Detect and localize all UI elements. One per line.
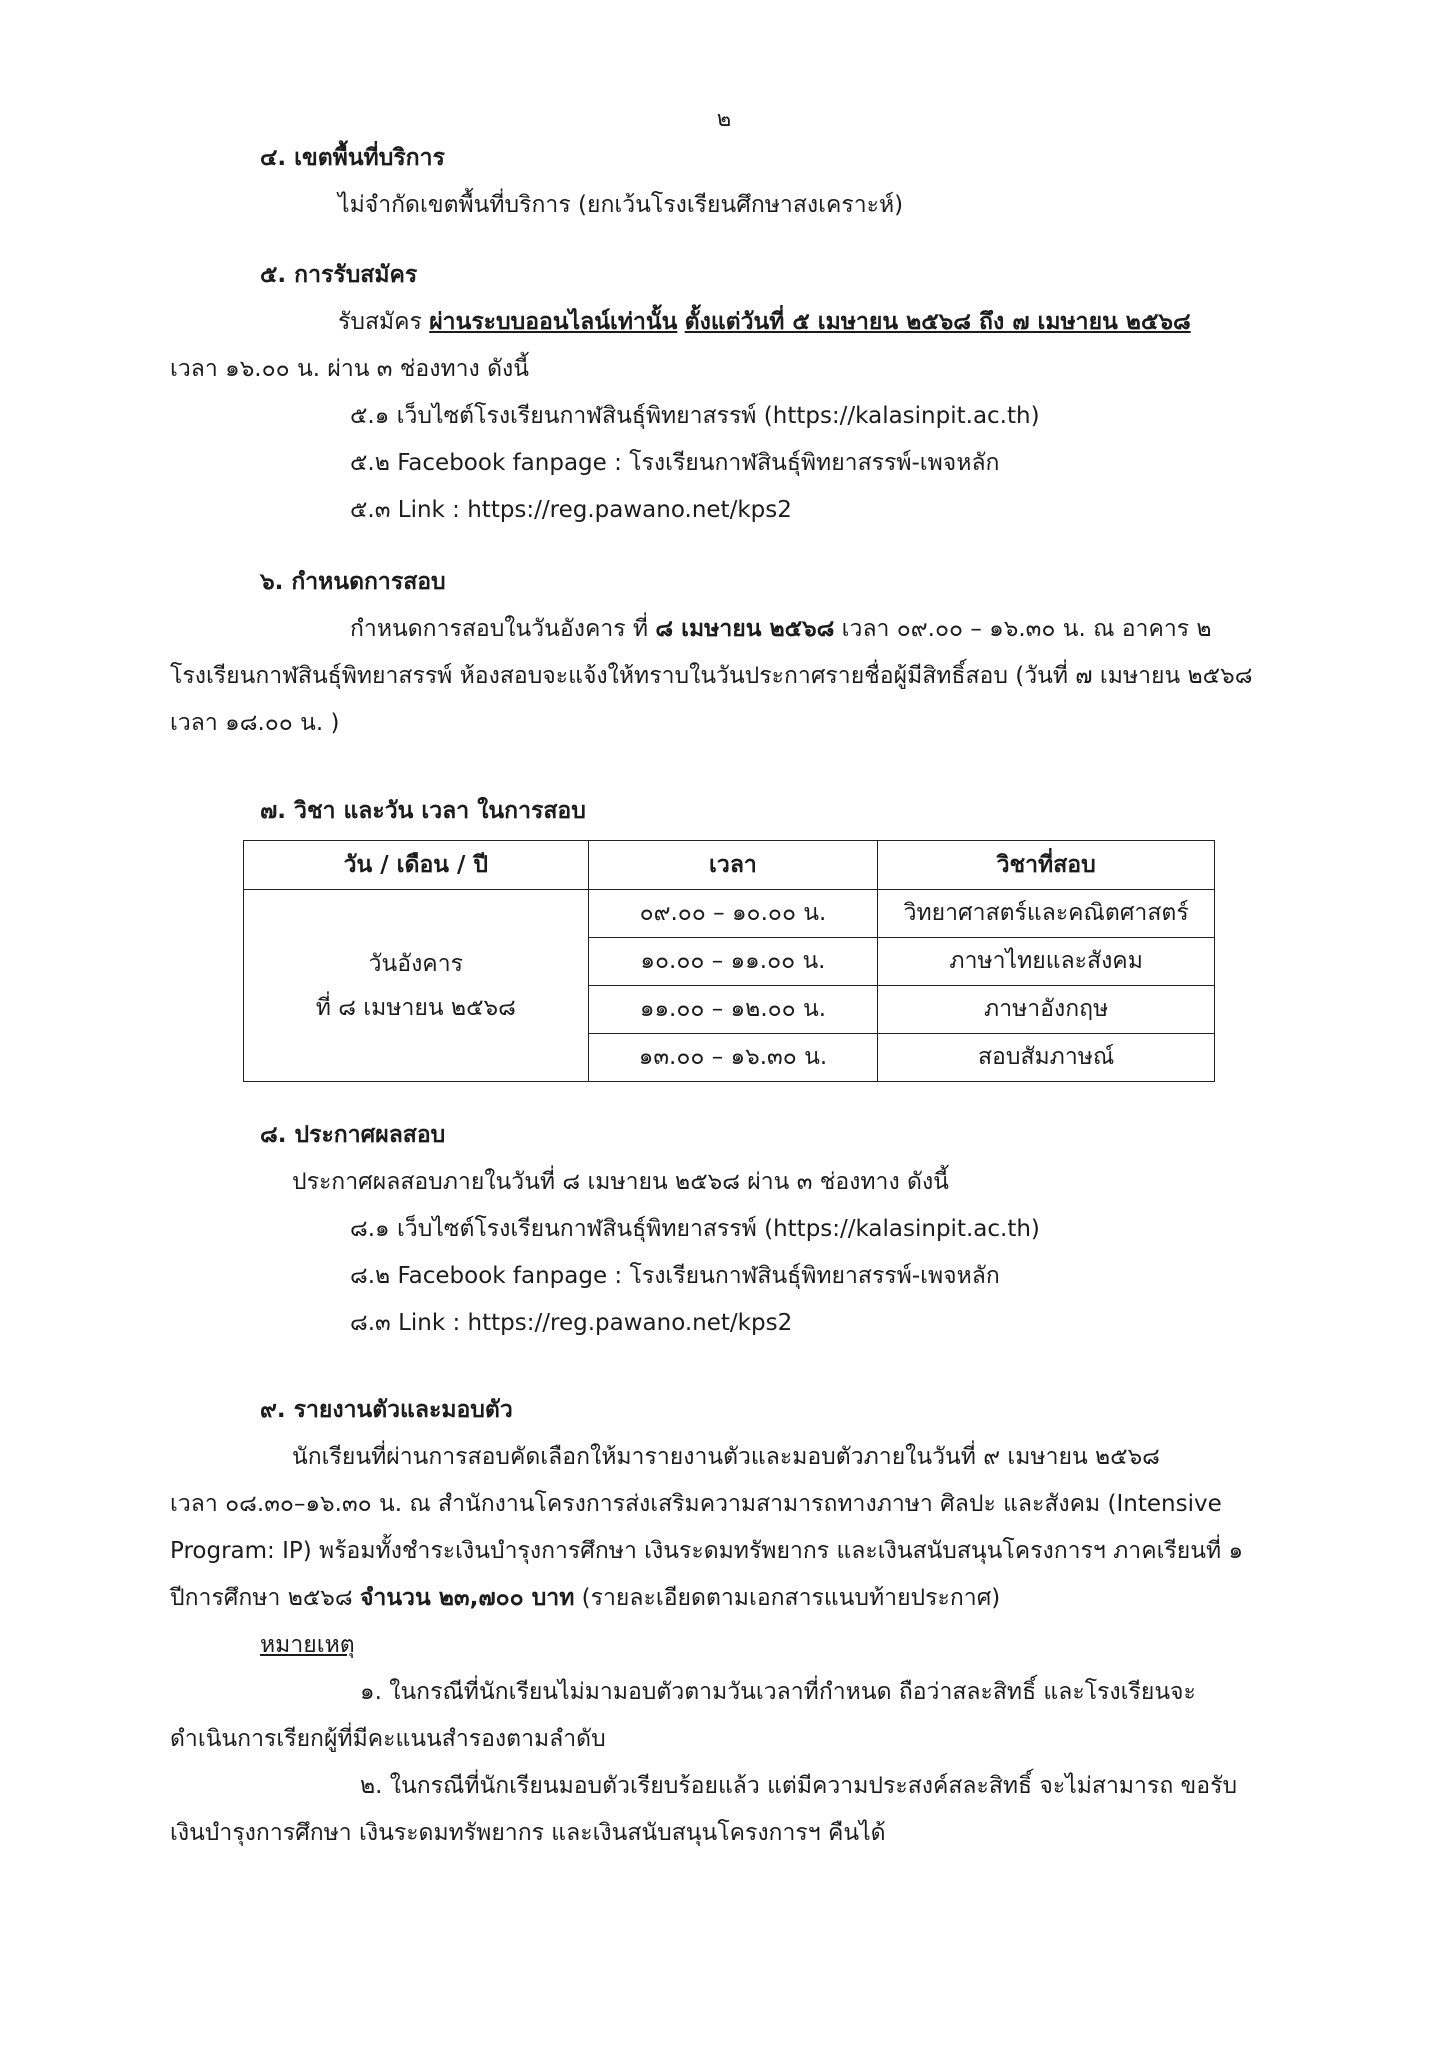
- column-header-subject: วิชาที่สอบ: [878, 841, 1215, 890]
- table-header-row: [244, 841, 1215, 890]
- subject-cell: ภาษาอังกฤษ: [878, 986, 1215, 1034]
- section-8-text: ประกาศผลสอบภายในวันที่ ๘ เมษายน ๒๕๖๘ ผ่าน ๓ ช่องทาง ดังนี้: [292, 1169, 949, 1195]
- note-2-line-1: ๒. ในกรณีที่นักเรียนมอบตัวเรียบร้อยแล้ว แต่มีความประสงค์สละสิทธิ์ จะไม่สามารถ ขอรับ: [360, 1773, 1238, 1799]
- exam-schedule-table: [243, 840, 1215, 1082]
- note-label: หมายเหตุ: [260, 1632, 355, 1658]
- section-9-line-2: เวลา ๐๘.๓๐–๑๖.๓๐ น. ณ สำนักงานโครงการส่งเสริมความสามารถทางภาษา ศิลปะ และสังคม (Intensive: [170, 1491, 1222, 1517]
- subject-cell: สอบสัมภาษณ์: [878, 1034, 1215, 1082]
- subject-cell: ภาษาไทยและสังคม: [878, 938, 1215, 986]
- section-9-line-4: [170, 1575, 1000, 1622]
- registration-channel-link: ๕.๓ Link : https://reg.pawano.net/kps2: [350, 497, 792, 523]
- note-2-line-2: เงินบำรุงการศึกษา เงินระดมทรัพยากร และเงินสนับสนุนโครงการฯ คืนได้: [170, 1820, 886, 1846]
- registration-lead: รับสมัคร: [338, 309, 430, 335]
- subject-cell: วิทยาศาสตร์และคณิตศาสตร์: [878, 890, 1215, 938]
- registration-date-range: ตั้งแต่วันที่ ๕ เมษายน ๒๕๖๘ ถึง ๗ เมษายน ๒๕๖๘: [684, 309, 1191, 335]
- time-cell: ๑๐.๐๐ – ๑๑.๐๐ น.: [588, 938, 878, 986]
- page-number: ๒: [716, 107, 732, 132]
- registration-channel-website: ๕.๑ เว็บไซต์โรงเรียนกาฬสินธุ์พิทยาสรรพ์ (https://kalasinpit.ac.th): [350, 403, 1040, 429]
- result-channel-website: ๘.๑ เว็บไซต์โรงเรียนกาฬสินธุ์พิทยาสรรพ์ (https://kalasinpit.ac.th): [350, 1216, 1040, 1242]
- time-cell: ๑๓.๐๐ – ๑๖.๓๐ น.: [588, 1034, 878, 1082]
- fee-details-note: (รายละเอียดตามเอกสารแนบท้ายประกาศ): [574, 1585, 1001, 1611]
- section-9-heading: ๙. รายงานตัวและมอบตัว: [260, 1397, 513, 1423]
- section-5-line-1: [338, 299, 1191, 346]
- section-8-heading: ๘. ประกาศผลสอบ: [260, 1122, 446, 1148]
- time-cell: ๑๑.๐๐ – ๑๒.๐๐ น.: [588, 986, 878, 1034]
- fee-amount: จำนวน ๒๓,๗๐๐ บาท: [359, 1585, 575, 1611]
- section-6-line-1: [350, 606, 1212, 653]
- section-7-heading: ๗. วิชา และวัน เวลา ในการสอบ: [260, 798, 586, 824]
- result-channel-facebook: ๘.๒ Facebook fanpage : โรงเรียนกาฬสินธุ์พิทยาสรรพ์-เพจหลัก: [350, 1263, 1000, 1289]
- section-9-line-3: Program: IP) พร้อมทั้งชำระเงินบำรุงการศึกษา เงินระดมทรัพยากร และเงินสนับสนุนโครงการฯ ภาคเรียนที่ ๑: [170, 1538, 1244, 1564]
- note-1-line-1: ๑. ในกรณีที่นักเรียนไม่มามอบตัวตามวันเวลาที่กำหนด ถือว่าสละสิทธิ์ และโรงเรียนจะ: [360, 1679, 1196, 1705]
- column-header-time: เวลา: [588, 841, 878, 890]
- exam-day: วันอังคาร: [368, 950, 463, 977]
- section-4-text: ไม่จำกัดเขตพื้นที่บริการ (ยกเว้นโรงเรียนศึกษาสงเคราะห์): [338, 192, 904, 218]
- registration-channel-facebook: ๕.๒ Facebook fanpage : โรงเรียนกาฬสินธุ์พิทยาสรรพ์-เพจหลัก: [350, 450, 1000, 476]
- section-5-line-2: เวลา ๑๖.๐๐ น. ผ่าน ๓ ช่องทาง ดังนี้: [170, 356, 529, 382]
- section-4-heading: ๔. เขตพื้นที่บริการ: [260, 145, 445, 171]
- registration-online-only: ผ่านระบบออนไลน์เท่านั้น: [429, 309, 678, 335]
- section-6-line-3: เวลา ๑๘.๐๐ น. ): [170, 710, 340, 736]
- section-9-line-1: นักเรียนที่ผ่านการสอบคัดเลือกให้มารายงานตัวและมอบตัวภายในวันที่ ๙ เมษายน ๒๕๖๘: [292, 1444, 1160, 1470]
- section-6-heading: ๖. กำหนดการสอบ: [260, 569, 446, 595]
- exam-date: ๘ เมษายน ๒๕๖๘: [655, 616, 835, 642]
- exam-schedule-lead: กำหนดการสอบในวันอังคาร ที่: [350, 616, 656, 642]
- exam-time-place: เวลา ๐๙.๐๐ – ๑๖.๓๐ น. ณ อาคาร ๒: [834, 616, 1212, 642]
- result-channel-link: ๘.๓ Link : https://reg.pawano.net/kps2: [350, 1310, 793, 1336]
- section-5-heading: ๕. การรับสมัคร: [260, 262, 418, 288]
- exam-full-date: ที่ ๘ เมษายน ๒๕๖๘: [315, 994, 516, 1021]
- note-1-line-2: ดำเนินการเรียกผู้ที่มีคะแนนสำรองตามลำดับ: [170, 1726, 606, 1752]
- section-6-line-2: โรงเรียนกาฬสินธุ์พิทยาสรรพ์ ห้องสอบจะแจ้งให้ทราบในวันประกาศรายชื่อผู้มีสิทธิ์สอบ (วันที่ ๗ เมษายน ๒๕๖๘: [170, 663, 1253, 689]
- time-cell: ๐๙.๐๐ – ๑๐.๐๐ น.: [588, 890, 878, 938]
- column-header-date: วัน / เดือน / ปี: [244, 841, 589, 890]
- academic-year: ปีการศึกษา ๒๕๖๘: [170, 1585, 360, 1611]
- table-row: [244, 890, 1215, 938]
- exam-date-cell: [244, 890, 589, 1082]
